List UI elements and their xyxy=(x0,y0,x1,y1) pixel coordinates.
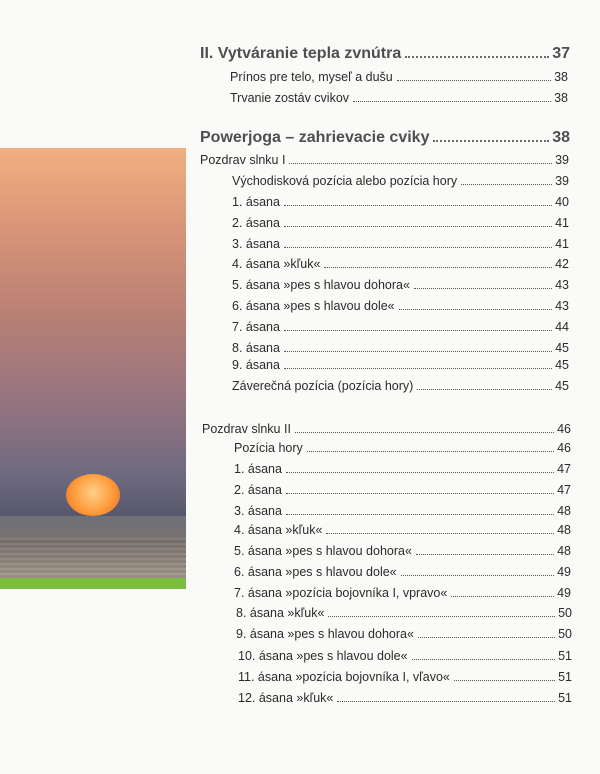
toc-page-number: 46 xyxy=(557,422,571,436)
dot-leader xyxy=(284,247,552,248)
dot-leader xyxy=(326,533,554,534)
toc-label: 7. ásana »pozícia bojovníka I, vpravo« xyxy=(234,586,448,600)
dot-leader xyxy=(397,80,551,81)
toc-page-number: 47 xyxy=(557,462,571,476)
toc-page-number: 38 xyxy=(554,91,568,105)
toc-page-number: 46 xyxy=(557,441,571,455)
toc-label: 2. ásana xyxy=(234,483,282,497)
toc-page-number: 47 xyxy=(557,483,571,497)
dot-leader xyxy=(412,659,556,660)
dot-leader xyxy=(295,432,554,433)
toc-entry[interactable] xyxy=(202,422,571,436)
toc-entry[interactable] xyxy=(230,70,568,84)
toc-label: 8. ásana xyxy=(232,341,280,355)
toc-entry[interactable] xyxy=(232,341,569,355)
toc-entry[interactable] xyxy=(234,565,571,579)
toc-label: Pozícia hory xyxy=(234,441,303,455)
dot-leader xyxy=(289,163,552,164)
dot-leader xyxy=(307,451,554,452)
toc-page-number: 50 xyxy=(558,606,572,620)
toc-page-number: 51 xyxy=(558,670,572,684)
toc-label: 5. ásana »pes s hlavou dohora« xyxy=(234,544,412,558)
toc-entry[interactable] xyxy=(232,320,569,334)
toc-label: 12. ásana »kľuk« xyxy=(238,691,334,705)
dot-leader xyxy=(284,205,552,206)
toc-label: 5. ásana »pes s hlavou dohora« xyxy=(232,278,410,292)
toc-page-number: 38 xyxy=(554,70,568,84)
dot-leader xyxy=(401,575,554,576)
dot-leader xyxy=(417,389,552,390)
toc-page-number: 51 xyxy=(558,649,572,663)
toc-entry[interactable] xyxy=(238,649,572,663)
toc-entry[interactable] xyxy=(238,670,572,684)
dot-leader xyxy=(433,140,549,142)
toc-entry[interactable] xyxy=(232,379,569,393)
dot-leader xyxy=(324,267,552,268)
toc-page-number: 49 xyxy=(557,565,571,579)
toc-page-number: 48 xyxy=(557,544,571,558)
toc-page-number: 43 xyxy=(555,278,569,292)
dot-leader xyxy=(286,472,554,473)
toc-entry[interactable] xyxy=(232,299,569,313)
toc-page-number: 40 xyxy=(555,195,569,209)
toc-label: 8. ásana »kľuk« xyxy=(236,606,325,620)
toc-label: 2. ásana xyxy=(232,216,280,230)
toc-page-number: 39 xyxy=(555,153,569,167)
toc-entry[interactable] xyxy=(234,586,571,600)
toc-page-number: 51 xyxy=(558,691,572,705)
toc-label: 1. ásana xyxy=(234,462,282,476)
toc-page-number: 41 xyxy=(555,216,569,230)
dot-leader xyxy=(284,368,552,369)
toc-entry[interactable] xyxy=(230,91,568,105)
toc-entry[interactable] xyxy=(232,278,569,292)
toc-label: 11. ásana »pozícia bojovníka I, vľavo« xyxy=(238,670,450,684)
toc-entry[interactable] xyxy=(232,358,569,372)
toc-section-heading[interactable] xyxy=(200,129,570,147)
toc-entry[interactable] xyxy=(234,483,571,497)
toc-page-number: 39 xyxy=(555,174,569,188)
toc-page-number: 45 xyxy=(555,341,569,355)
toc-page-number: 50 xyxy=(558,627,572,641)
dot-leader xyxy=(405,56,549,58)
toc-label: 10. ásana »pes s hlavou dole« xyxy=(238,649,408,663)
toc-label: 9. ásana xyxy=(232,358,280,372)
toc-page-number: 44 xyxy=(555,320,569,334)
toc-label: Powerjoga – zahrievacie cviky xyxy=(200,129,430,146)
toc-label: 3. ásana xyxy=(234,504,282,518)
toc-label: II. Vytváranie tepla zvnútra xyxy=(200,45,402,62)
toc-entry[interactable] xyxy=(232,195,569,209)
toc-entry[interactable] xyxy=(236,606,572,620)
dot-leader xyxy=(286,493,554,494)
toc-label: 9. ásana »pes s hlavou dohora« xyxy=(236,627,414,641)
toc-label: 7. ásana xyxy=(232,320,280,334)
toc-entry[interactable] xyxy=(200,153,569,167)
dot-leader xyxy=(454,680,555,681)
toc-entry[interactable] xyxy=(234,462,571,476)
toc-label: 4. ásana »kľuk« xyxy=(232,257,321,271)
toc-page-number: 48 xyxy=(557,504,571,518)
toc-page-number: 37 xyxy=(552,45,570,62)
toc-entry[interactable] xyxy=(234,544,571,558)
dot-leader xyxy=(451,596,554,597)
toc-label: Pozdrav slnku II xyxy=(202,422,291,436)
dot-leader xyxy=(418,637,555,638)
dot-leader xyxy=(337,701,555,702)
toc-entry[interactable] xyxy=(238,691,572,705)
dot-leader xyxy=(284,226,552,227)
toc-page-number: 49 xyxy=(557,586,571,600)
toc-section-heading[interactable] xyxy=(200,45,570,63)
toc-page-number: 48 xyxy=(557,523,571,537)
dot-leader xyxy=(286,514,554,515)
dot-leader xyxy=(416,554,554,555)
dot-leader xyxy=(414,288,552,289)
dot-leader xyxy=(284,330,552,331)
toc-entry[interactable] xyxy=(232,174,569,188)
toc-page-number: 43 xyxy=(555,299,569,313)
toc-entry[interactable] xyxy=(234,523,571,537)
dot-leader xyxy=(284,351,552,352)
toc-label: 1. ásana xyxy=(232,195,280,209)
toc-label: 6. ásana »pes s hlavou dole« xyxy=(232,299,395,313)
dot-leader xyxy=(461,184,552,185)
toc-page-number: 41 xyxy=(555,237,569,251)
toc-label: 3. ásana xyxy=(232,237,280,251)
toc-entry[interactable] xyxy=(232,257,569,271)
toc-entry[interactable] xyxy=(234,441,571,455)
toc-page-number: 45 xyxy=(555,379,569,393)
toc-entry[interactable] xyxy=(232,237,569,251)
toc-label: Prínos pre telo, myseľ a dušu xyxy=(230,70,393,84)
toc-page-number: 42 xyxy=(555,257,569,271)
dot-leader xyxy=(399,309,552,310)
toc-label: 4. ásana »kľuk« xyxy=(234,523,323,537)
toc-label: Záverečná pozícia (pozícia hory) xyxy=(232,379,414,393)
toc-label: Trvanie zostáv cvikov xyxy=(230,91,350,105)
dot-leader xyxy=(353,101,551,102)
toc-label: Pozdrav slnku I xyxy=(200,153,286,167)
dot-leader xyxy=(328,616,555,617)
toc-page-number: 45 xyxy=(555,358,569,372)
toc-page-number: 38 xyxy=(552,129,570,146)
toc-label: Východisková pozícia alebo pozícia hory xyxy=(232,174,458,188)
toc-entry[interactable] xyxy=(236,627,572,641)
toc-entry[interactable] xyxy=(234,504,571,518)
toc-label: 6. ásana »pes s hlavou dole« xyxy=(234,565,397,579)
toc-entry[interactable] xyxy=(232,216,569,230)
